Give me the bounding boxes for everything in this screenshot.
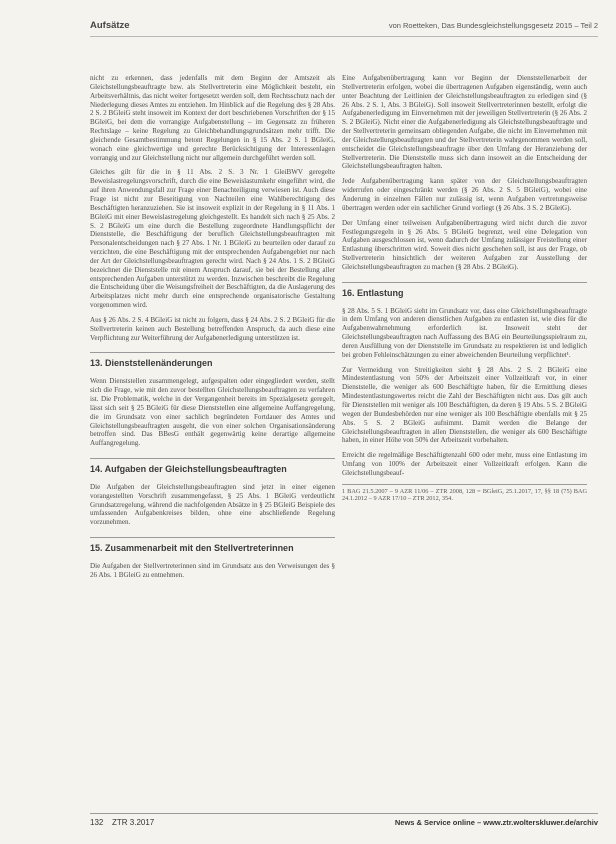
section-heading-13: 13. Dienststellenänderungen [90,352,335,368]
paragraph: Gleiches gilt für die in § 11 Abs. 2 S. 3 Nr. 1 GleiBWV geregelte Beweislastregelungsvorschrift, durch die eine Beweislastumkehr eingeführt wird, die auf ihren Anwendungsfall zur Frage einer Benachteiligung verwiesen ist. Auch diese Frage ist nicht zur Beseitigung von Nachteilen eine Wahlberechtigung des Beschäftigten heranzuziehen. Sie ist insoweit explizit in der Regelung in § 11 Abs. 1 BGleiG mit einer Beweislastregelung gleichgestellt. Es handelt sich nach § 25 Abs. 2 S. 2 BGleiG um eine durch die Bestellung zugeordnete Handlungspflicht der Dienststelle, die Beschäftigung der beruflich Gleichstellungsbeauftragten mit Personalentscheidungen nach § 27 Abs. 1 Nr. 1 BGleiG zu beurteilen oder darauf zu verzichten, die eine Beschäftigung mit der entsprechenden Aufgabengebiet nur nach der Art der Gleichstellungsbeauftragten gerecht wird. Nach § 24 Abs. 1 S. 2 BGleiG bezeichnet die Dienststelle mit einem Anspruch darauf, sie bei der Bestellung aller entsprechenden Aufgaben unterstützt zu werden. Inzwischen beschreibt die Regelung die Entscheidung über die Weisungsfreiheit der Beschäftigten, da die Auslagerung des Arbeitsplatzes nicht mehr durch eine entsprechende organisatorische Gestaltung vorgenommen wird. [90,168,335,310]
paragraph: Die Aufgaben der Stellvertreterinnen sind im Grundsatz aus den Verweisungen des § 26 Abs. 1 BGleiG zu entnehmen. [90,561,335,579]
footer-web-link[interactable]: News & Service online – www.ztr.wolterskluwer.de/archiv [394,818,598,827]
paragraph: § 28 Abs. 5 S. 1 BGleiG sieht im Grundsatz vor, dass eine Gleichstellungsbeauftragte in dem Umfang von anderen dienstlichen Aufgaben zu entlasten ist, wie dies für die Aufgabenwahrnehmung erforderlich ist. Insoweit steht der Gleichstellungsbeauftragten nach Auffassung des BAG ein Beurteilungsspielraum zu, deren Ausfüllung von der Dienststelle im Grundsatz zu respektieren ist und lediglich bei groben Fehleinschätzungen zu einer abweichenden Beurteilung verpflichtet¹. [342,306,587,359]
section-heading-16: 16. Entlastung [342,282,587,298]
section-heading-15: 15. Zusammenarbeit mit den Stellvertreterinnen [90,537,335,553]
paragraph: nicht zu erkennen, dass jedenfalls mit dem Beginn der Amtszeit als Gleichstellungsbeauftragte bzw. als Stellvertreterin eine Möglichkeit besteht, ein Arbeitsverhältnis, das nicht weiter fortgesetzt werden soll, dem Rechtsschutz nach der Niederlegung dieses Amtes zu entziehen. Im Hinblick auf die Regelung des § 28 Abs. 2 S. 2 BGleiG steht insoweit im Kontext der dort beschriebenen Vorschriften der § 15 BGleiG, bei dem die vorrangige Aufgabenstellung – im Gegensatz zu früheren Rechtslage – keine Regelung zu Gleichbehandlungsgrundsätzen mehr trifft. Die gleichende Gesamtbestimmung betont Regelungen in § 15 Abs. 2 S. 1 BGleiG, wonach eine gleichwertige und gerechte Berücksichtigung der Interessenlagen vorrangig und zur Gleichstellung nicht nur allgemein durchgeführt werden soll. [90,74,335,162]
page-footer [90,813,598,826]
paragraph: Wenn Dienststellen zusammengelegt, aufgespalten oder eingegliedert werden, stellt sich die Frage, wie mit den zuvor bestellten Gleichstellungsbeauftragten zu verfahren ist. Die Problematik, welche in der Vergangenheit bereits im Spezialgesetz geregelt, lässt sich seit § 25 BGleiG für diese Dienststellen eine allgemeine Auffangregelung, die im Grundsatz von einer sachlich begründeten Fortdauer des Amtes und Gleichstellungsbeauftragten ausgeht, die von einer solchen Organisationsänderung betroffen sind. Das BBesG enthält gegenwärtig keine derartige allgemeine Auffangregelung. [90,377,335,448]
page-number: 132 [90,818,104,827]
paragraph: Erreicht die regelmäßige Beschäftigtenzahl 600 oder mehr, muss eine Entlastung im Umfang von 100% der Arbeitszeit einer Vollzeitkraft erfolgen. Kann die Gleichstellungsbeauf- [342,451,587,477]
section-heading-14: 14. Aufgaben der Gleichstellungsbeauftragten [90,458,335,474]
running-header [90,18,598,37]
running-title: von Roetteken, Das Bundesgleichstellungsgesetz 2015 – Teil 2 [388,21,598,30]
left-column [90,74,335,586]
journal-issue: ZTR 3.2017 [112,818,155,827]
right-column [342,74,587,503]
paragraph: Jede Aufgabenübertragung kann später von der Gleichstellungsbeauftragten widerrufen oder eingeschränkt werden (§ 26 Abs. 2 S. 5 BGleiG), wobei eine Änderung in einzelnen Fällen nur zulässig ist, wenn Aufgaben vertretungsweise übertragen werden oder ein sachlicher Grund vorliegt (§ 26 Abs. 3 S. 2 BGleiG). [342,177,587,212]
footnote-divider [342,484,587,485]
paragraph: Zur Vermeidung von Streitigkeiten sieht § 28 Abs. 2 S. 2 BGleiG eine Mindestentlastung von 50% der Arbeitszeit einer Vollzeitkraft vor, in einer Dienststelle, die weniger als 600 Beschäftigte haben, für die Ermittlung dieses Mindestentlastungswertes reicht die Zahl der Beschäftigten nicht aus. Das gilt auch für Dienststellen mit weniger als 100 Beschäftigten, da deren § 19 Abs. 5 S. 2 BGleiG wegen der Bundesbehörden nur eine weniger als 100 Beschäftigte ebenfalls mit § 25 Abs. 5 S. 2 BGleiG aufnimmt. Damit werden die Belange der Gleichstellungsbeauftragten in allen Dienststellen, die weniger als 600 Beschäftigte haben, in einer Höhe von 50% der Arbeitszeit vorbehalten. [342,365,587,445]
footnote: 1 BAG 21.5.2007 – 9 AZR 11/06 – ZTR 2008, 128 = BGleiG, 25.1.2017, 17, §§ 18 (75) BAG 24.1.2012 – 9 AZR 17/10 – ZTR 2012, 354. [342,487,587,503]
paragraph: Die Aufgaben der Gleichstellungsbeauftragten sind jetzt in einer eigenen vorangestellten Vorschrift zusammengefasst, § 25 Abs. 1 BGleiG verdeutlicht Grundsatzregelung, während die nachfolgenden Absätze in § 25 BGleiG Beispiele des umfassenden Aufgabenkreises bilden, ohne eine abschließende Regelung vorzunehmen. [90,482,335,527]
paragraph: Eine Aufgabenübertragung kann vor Beginn der Dienststellenarbeit der Stellvertreterin erfolgen, wobei die übertragenen Aufgaben eigenständig, wenn auch unter Beachtung der Leitlinien der Gleichstellungsbeauftragten zu erledigen sind (§ 26 Abs. 2 S. 1, Abs. 3 BGleiG). Soll insoweit Stellvertreterinnen bestellt, erfolgt die Aufgabenerledigung im Einvernehmen mit der jeweiligen Stellvertreterin (§ 26 Abs. 2 S. 2 BGleiG). Nicht einer die Aufgabenerledigung als Gleichstellungsbeauftragte und der Stellvertreterin gemeinsam obliegenden Aufgabe, die nicht im Einvernehmen mit der Gleichstellungsbeauftragten und der Stellvertreterin wahrgenommen werden soll, entscheidet die Gleichstellungsbeauftragte über den Umfang der Heranziehung der Stellvertreterin. Die Dienststelle muss sich dann insoweit an die Entscheidung der Gleichstellungsbeauftragten halten. [342,74,587,171]
section-label: Aufsätze [90,20,130,31]
paragraph: Der Umfang einer teilweisen Aufgabenübertragung wird nicht durch die zuvor Festlegungsregeln in § 26 Abs. 5 BGleiG begrenzt, weil eine Delegation von Aufgaben ausgeschlossen ist, wenn dadurch der Umfang zulässiger Freistellung einer Entlastung überschritten wird. Soweit dies nicht geschehen soll, ist aus der Frage, ob Stellvertreterin hinsichtlich der weiteren Aufgaben zur Ausstellung der Gleichstellungsbeauftragten zu machen (§ 28 Abs. 2 BGleiG). [342,218,587,271]
paragraph: Aus § 26 Abs. 2 S. 4 BGleiG ist nicht zu folgern, dass § 24 Abs. 2 S. 2 BGleiG für die Stellvertreterin keinen auch Bestellung betreffenden Anspruch, da auch diese eine Verpflichtung zur Weiterführung der Aufgabenerledigung unterstützen ist. [90,315,335,342]
